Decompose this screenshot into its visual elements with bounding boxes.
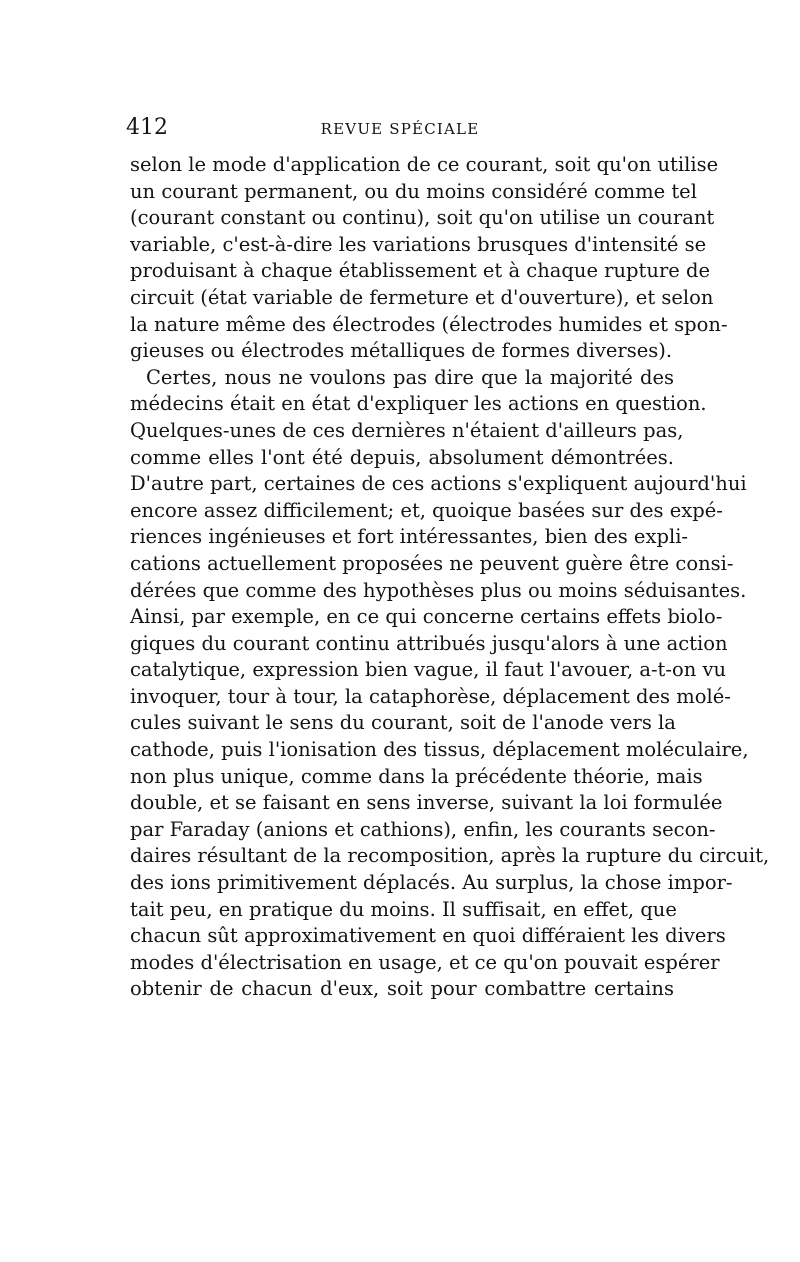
text-line: médecins était en état d'expliquer les actions en question. bbox=[130, 392, 707, 416]
text-line: double, et se faisant en sens inverse, suivant la loi formulée bbox=[130, 791, 723, 815]
text-line: Quelques-unes de ces dernières n'étaient d'ailleurs pas, bbox=[130, 418, 684, 442]
text-line: cules suivant le sens du courant, soit de l'anode vers la bbox=[130, 711, 676, 735]
text-line: selon le mode d'application de ce courant, soit qu'on utilise bbox=[130, 153, 719, 176]
text-line: dérées que comme des hypothèses plus ou moins séduisantes. bbox=[130, 578, 747, 602]
text-line: des ions primitivement déplacés. Au surplus, la chose impor- bbox=[130, 871, 733, 895]
text-line: la nature même des électrodes (électrodes humides et spon- bbox=[130, 312, 728, 336]
text-line: cathode, puis l'ionisation des tissus, déplacement moléculaire, bbox=[130, 738, 749, 762]
text-line: par Faraday (anions et cathions), enfin, les courants secon- bbox=[130, 817, 716, 841]
text-line: non plus unique, comme dans la précédente théorie, mais bbox=[130, 764, 703, 788]
text-line: Ainsi, par exemple, en ce qui concerne certains effets biolo- bbox=[130, 605, 723, 629]
text-line: comme elles l'ont été depuis, absolument démontrées. bbox=[130, 445, 674, 469]
text-line: cations actuellement proposées ne peuvent guère être consi- bbox=[130, 551, 734, 575]
text-line: daires résultant de la recomposition, après la rupture du circuit, bbox=[130, 844, 770, 868]
body-text bbox=[130, 152, 770, 1003]
running-title: REVUE SPÉCIALE bbox=[320, 120, 480, 138]
text-line: D'autre part, certaines de ces actions s'expliquent aujourd'hui bbox=[130, 472, 747, 496]
text-line: obtenir de chacun d'eux, soit pour combattre certains bbox=[130, 977, 674, 1001]
text-line: produisant à chaque établissement et à chaque rupture de bbox=[130, 259, 711, 283]
text-line: encore assez difficilement; et, quoique basées sur des expé- bbox=[130, 498, 723, 522]
paragraph-first-line: Certes, nous ne voulons pas dire que la majorité des bbox=[146, 365, 674, 389]
text-line: tait peu, en pratique du moins. Il suffisait, en effet, que bbox=[130, 897, 677, 921]
text-line: gieuses ou électrodes métalliques de formes diverses). bbox=[130, 339, 673, 363]
text-line: invoquer, tour à tour, la cataphorèse, déplacement des molé- bbox=[130, 684, 731, 708]
page-header bbox=[126, 115, 674, 141]
text-line: (courant constant ou continu), soit qu'on utilise un courant bbox=[130, 206, 715, 230]
text-line: catalytique, expression bien vague, il faut l'avouer, a-t-on vu bbox=[130, 658, 727, 682]
text-line: circuit (état variable de fermeture et d'ouverture), et selon bbox=[130, 285, 714, 309]
text-line: modes d'électrisation en usage, et ce qu'on pouvait espérer bbox=[130, 950, 720, 974]
text-line: giques du courant continu attribués jusqu'alors à une action bbox=[130, 631, 728, 655]
page-number: 412 bbox=[126, 115, 168, 140]
text-line: variable, c'est-à-dire les variations brusques d'intensité se bbox=[130, 232, 707, 256]
text-line: chacun sût approximativement en quoi différaient les divers bbox=[130, 924, 726, 948]
text-line: un courant permanent, ou du moins considéré comme tel bbox=[130, 179, 697, 203]
text-line: riences ingénieuses et fort intéressantes, bien des expli- bbox=[130, 525, 689, 549]
